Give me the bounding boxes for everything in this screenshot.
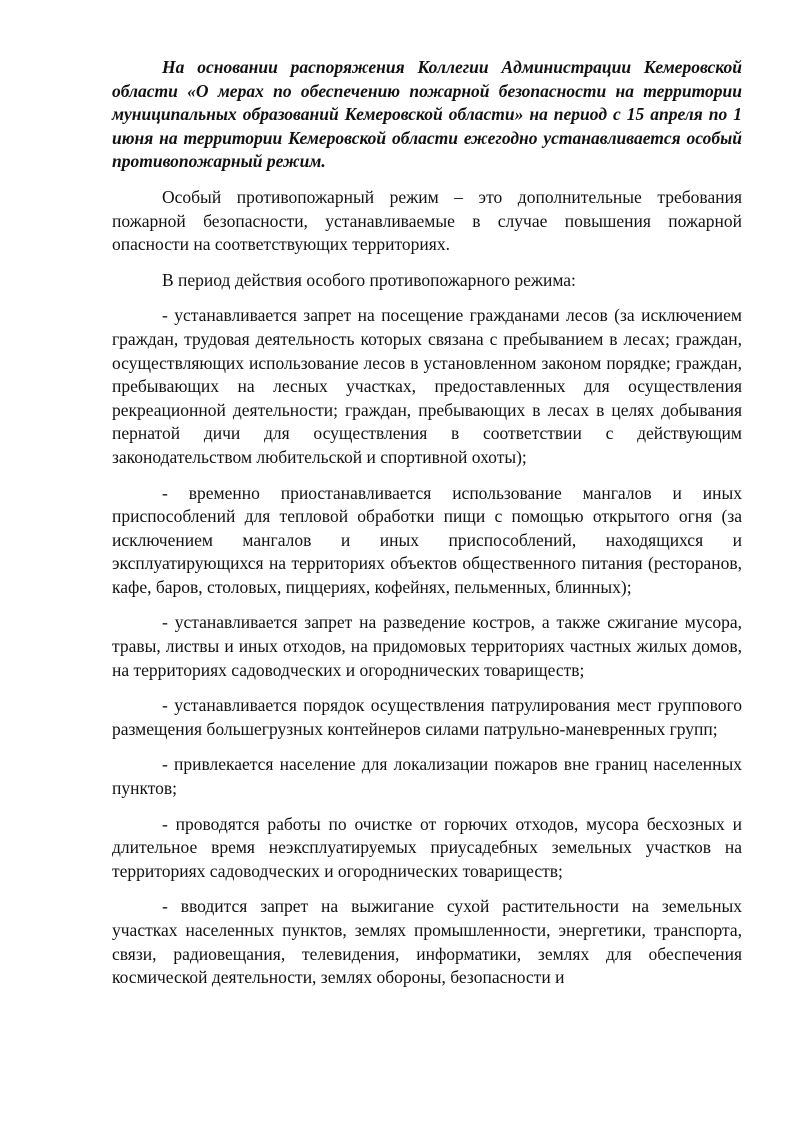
intro-paragraph: На основании распоряжения Коллегии Администрации Кемеровской области «О мерах по обеспечению пожарной безопасности на территории муниципальных образований Кемеровской области» на период с 15 апреля по 1 июня на территории Кемеровской области ежегодно устанавливается особый противопожарный режим. bbox=[112, 57, 742, 172]
list-heading-paragraph: В период действия особого противопожарного режима: bbox=[162, 269, 576, 290]
bonfire-ban-item: - устанавливается запрет на разведение костров, а также сжигание мусора, травы, листвы и иных отходов, на придомовых территориях частных жилых домов, на территориях садоводческих и огороднических товариществ; bbox=[112, 612, 742, 680]
population-item: - привлекается население для локализации пожаров вне границ населенных пунктов; bbox=[112, 754, 742, 799]
definition-paragraph: Особый противопожарный режим – это дополнительные требования пожарной безопасности, устанавливаемые в случае повышения пожарной опасности на соответствующих территориях. bbox=[112, 186, 742, 255]
grill-ban-item: - временно приостанавливается использование мангалов и иных приспособлений для тепловой обработки пищи с помощью открытого огня (за исключением мангалов и иных приспособлений, находящихся и эксплуатирующихся на территориях объектов общественного питания (ресторанов, кафе, баров, столовых, пиццериях, кофейнях, пельменных, блинных); bbox=[112, 482, 742, 597]
burning-ban-item: - вводится запрет на выжигание сухой растительности на земельных участках населенных пунктов, землях промышленности, энергетики, транспорта, связи, радиовещания, телевидения, информатики, землях для обеспечения космической деятельности, землях обороны, безопасности и bbox=[112, 896, 742, 988]
patrol-item: - устанавливается порядок осуществления патрулирования мест группового размещения большегрузных контейнеров силами патрульно-маневренных групп; bbox=[112, 695, 742, 739]
cleanup-item: - проводятся работы по очистке от горючих отходов, мусора бесхозных и длительное время неэксплуатируемых приусадебных земельных участков на территориях садоводческих и огороднических товариществ; bbox=[112, 813, 742, 881]
forest-ban-item: - устанавливается запрет на посещение гражданами лесов (за исключением граждан, трудовая деятельность которых связана с пребыванием в лесах; граждан, осуществляющих использование лесов в установленном законом порядке; граждан, пребывающих на лесных участках, предоставленных для осуществления рекреационной деятельности; граждан, пребывающих в лесах в целях добывания пернатой дичи для осуществления в соответствии с действующим законодательством любительской и спортивной охоты); bbox=[112, 305, 742, 467]
